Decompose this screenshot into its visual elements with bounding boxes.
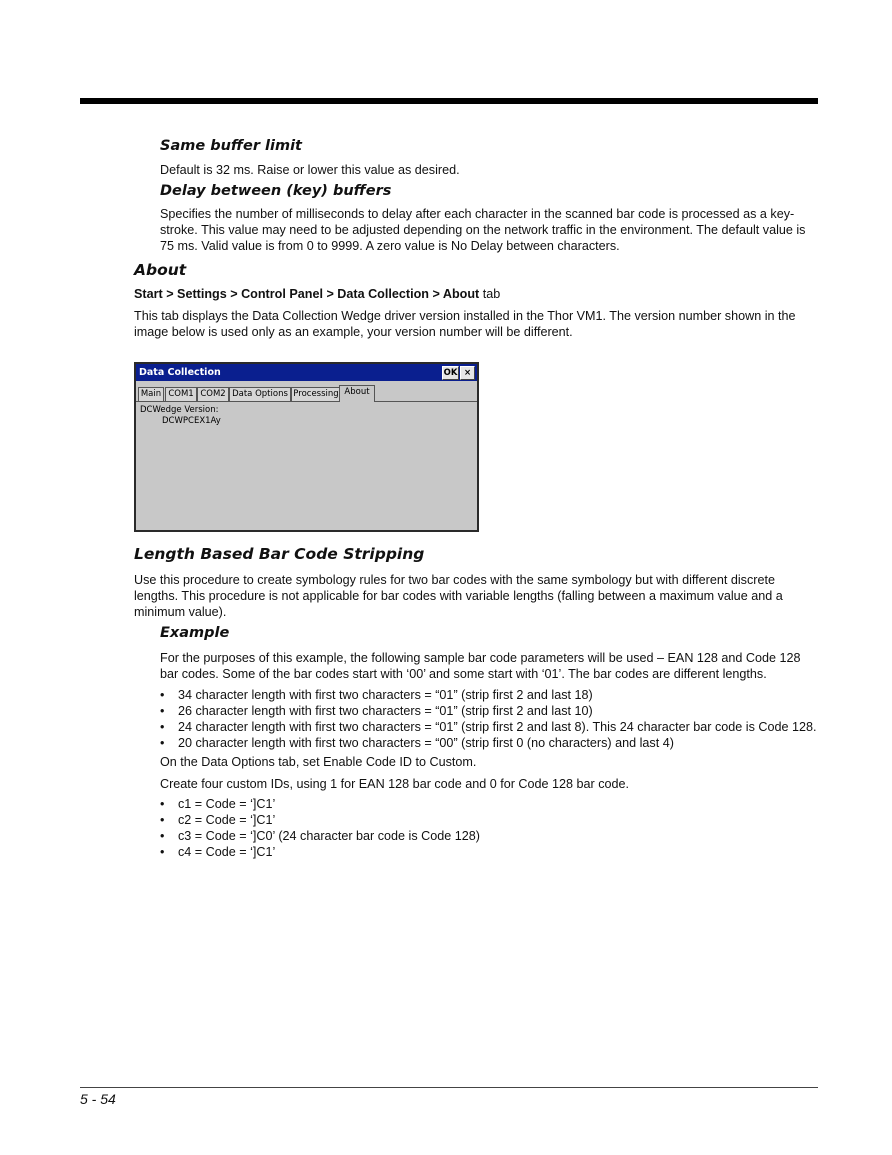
tab-main[interactable]: Main bbox=[138, 387, 164, 401]
page-content bbox=[134, 138, 818, 340]
header-rule bbox=[80, 98, 818, 104]
version-label: DCWedge Version: bbox=[140, 405, 219, 415]
heading-length-based: Length Based Bar Code Stripping bbox=[134, 545, 425, 563]
list-item: • c3 = Code = ‘]C0’ (24 character bar code is Code 128) bbox=[160, 830, 818, 844]
about-path bbox=[134, 286, 818, 302]
example-intro: For the purposes of this example, the following sample bar code parameters will be used – EAN 128 and Code 128 bar codes. Some of the bar codes start with ‘00’ and some start with ‘01’. The bar codes are different lengths. bbox=[160, 651, 801, 681]
list-item: • 20 character length with first two characters = “00” (strip first 0 (no characters) and last 4) bbox=[160, 737, 818, 751]
tab-about[interactable]: About bbox=[339, 385, 375, 402]
about-path-suffix: tab bbox=[479, 287, 501, 301]
data-options-text: On the Data Options tab, set Enable Code ID to Custom. bbox=[160, 754, 477, 769]
list-item: • c4 = Code = ‘]C1’ bbox=[160, 846, 818, 860]
same-buffer-text: Default is 32 ms. Raise or lower this value as desired. bbox=[160, 163, 460, 177]
tab-data-options[interactable]: Data Options bbox=[229, 387, 291, 401]
delay-text: Specifies the number of milliseconds to delay after each character in the scanned bar code is processed as a key-stroke. This value may need to be adjusted depending on the network traffic in the environment. The default value is 75 ms. Valid value is from 0 to 9999. A zero value is No Delay between characters. bbox=[160, 207, 806, 253]
page-content-lower bbox=[134, 545, 818, 862]
list-item: • c2 = Code = ‘]C1’ bbox=[160, 814, 818, 828]
list-item: • 34 character length with first two characters = “01” (strip first 2 and last 18) bbox=[160, 689, 818, 703]
custom-id-list bbox=[160, 798, 818, 860]
footer-rule bbox=[80, 1087, 818, 1088]
heading-same-buffer-limit: Same buffer limit bbox=[160, 138, 302, 154]
heading-delay-buffers: Delay between (key) buffers bbox=[160, 183, 392, 199]
version-value: DCWPCEX1Ay bbox=[162, 416, 221, 426]
close-icon[interactable]: × bbox=[460, 366, 475, 380]
about-path-bold: Start > Settings > Control Panel > Data Collection > About bbox=[134, 287, 480, 301]
tab-divider bbox=[136, 401, 477, 402]
heading-example: Example bbox=[160, 625, 230, 641]
list-item: • 24 character length with first two characters = “01” (strip first 2 and last 8). This 24 character bar code is Code 128. bbox=[160, 721, 818, 735]
length-bullet-list bbox=[160, 689, 818, 751]
list-item: • 26 character length with first two characters = “01” (strip first 2 and last 10) bbox=[160, 705, 818, 719]
custom-ids-text: Create four custom IDs, using 1 for EAN 128 bar code and 0 for Code 128 bar code. bbox=[160, 776, 630, 791]
tab-processing[interactable]: Processing bbox=[291, 387, 341, 401]
heading-about: About bbox=[134, 261, 187, 279]
ok-button[interactable]: OK bbox=[443, 368, 458, 378]
tab-com2[interactable]: COM2 bbox=[197, 387, 229, 401]
page-number: 5 - 54 bbox=[80, 1091, 116, 1107]
list-item: • c1 = Code = ‘]C1’ bbox=[160, 798, 818, 812]
tab-com1[interactable]: COM1 bbox=[165, 387, 197, 401]
dialog-titlebar bbox=[136, 364, 477, 381]
length-text: Use this procedure to create symbology rules for two bar codes with the same symbology but with different discrete lengths. This procedure is not applicable for bar codes with variable lengths (falling between a maximum value and a minimum value). bbox=[134, 573, 783, 619]
dialog-title: Data Collection bbox=[139, 367, 221, 378]
about-text: This tab displays the Data Collection Wedge driver version installed in the Thor VM1. The version number shown in the image below is used only as an example, your version number will be different. bbox=[134, 309, 796, 339]
data-collection-dialog-screenshot bbox=[134, 362, 479, 532]
